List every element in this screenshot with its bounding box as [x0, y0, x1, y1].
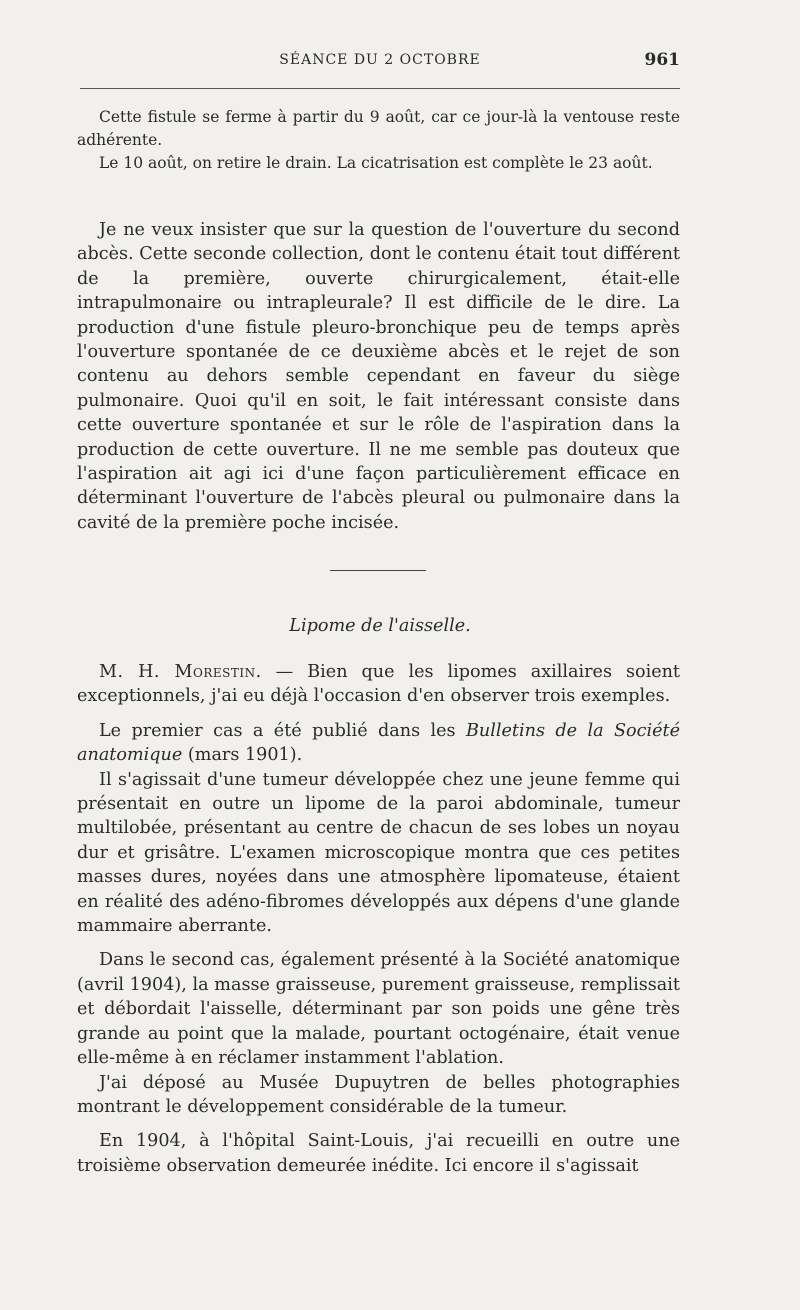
section-title: Lipome de l'aisselle. — [289, 616, 471, 636]
speaker-name: M. H. Morestin. — [99, 662, 262, 682]
section-divider — [330, 570, 426, 571]
paragraph-musee: J'ai déposé au Musée Dupuytren de belles photographies montrant le développement considérable de la tumeur. — [77, 1072, 680, 1117]
discussion-block — [77, 218, 680, 535]
paragraph-second-cas: Dans le second cas, également présenté à la Société anatomique (avril 1904), la masse graisseuse, purement graisseuse, remplissait et débordait l'aisselle, déterminant par son poids une gêne très grande au point que la malade, pourtant octogénaire, était venue elle-même à en réclamer instamment l'ablation. — [77, 950, 680, 1069]
case-conclusion — [77, 106, 680, 175]
header-rule — [80, 88, 680, 89]
bulletins-title: Bulletins de la Société anatomique — [77, 720, 680, 766]
paragraph-tumeur: Il s'agissait d'une tumeur développée chez une jeune femme qui présentait en outre un lipome de la paroi abdominale, tumeur multilobée, présentant au centre de chacun de ses lobes un noyau dur et grisâtre. L'examen microscopique montra que ces petites masses dures, noyées dans une atmosphère lipomateuse, étaient en réalité des adéno-fibromes développés aux dépens d'une glande mammaire aberrante. — [77, 769, 680, 937]
paragraph-troisieme: En 1904, à l'hôpital Saint-Louis, j'ai recueilli en outre une troisième observation demeurée inédite. Ici encore il s'agissait — [77, 1131, 680, 1176]
lipome-block — [77, 660, 680, 1178]
paragraph-premier-cas — [77, 719, 680, 768]
premier-cas-start: Le premier cas a été publié dans les — [99, 720, 456, 741]
running-header — [80, 50, 680, 72]
paragraph-drain: Le 10 août, on retire le drain. La cicatrisation est complète le 23 août. — [99, 154, 653, 172]
paragraph-intro — [77, 660, 680, 709]
premier-cas-end: (mars 1901). — [187, 745, 303, 766]
paragraph-discussion: Je ne veux insister que sur la question de l'ouverture du second abcès. Cette seconde collection, dont le contenu était tout différent de la première, ouverte chirurgicalement, était-elle intrapulmonaire ou intrapleurale? Il est difficile de le dire. La production d'une fistule pleuro-bronchique peu de temps après l'ouverture spontanée de ce deuxième abcès et le rejet de son contenu au dehors semble cependant en faveur du siège pulmonaire. Quoi qu'il en soit, le fait intéressant consiste dans cette ouverture spontanée et sur le rôle de l'aspiration dans la production de cette ouverture. Il ne me semble pas douteux que l'aspiration ait agi ici d'une façon particulièrement efficace en déterminant l'ouverture de l'abcès pleural ou pulmonaire dans la cavité de la première poche incisée. — [77, 220, 680, 533]
header-title: SÉANCE DU 2 OCTOBRE — [279, 52, 481, 68]
intro-text: — Bien que les lipomes axillaires soient exceptionnels, j'ai eu déjà l'occasion d'en observer trois exemples. — [77, 662, 681, 707]
page-number: 961 — [644, 50, 680, 70]
paragraph-fistule: Cette fistule se ferme à partir du 9 août, car ce jour-là la ventouse reste adhérente. — [77, 108, 680, 149]
